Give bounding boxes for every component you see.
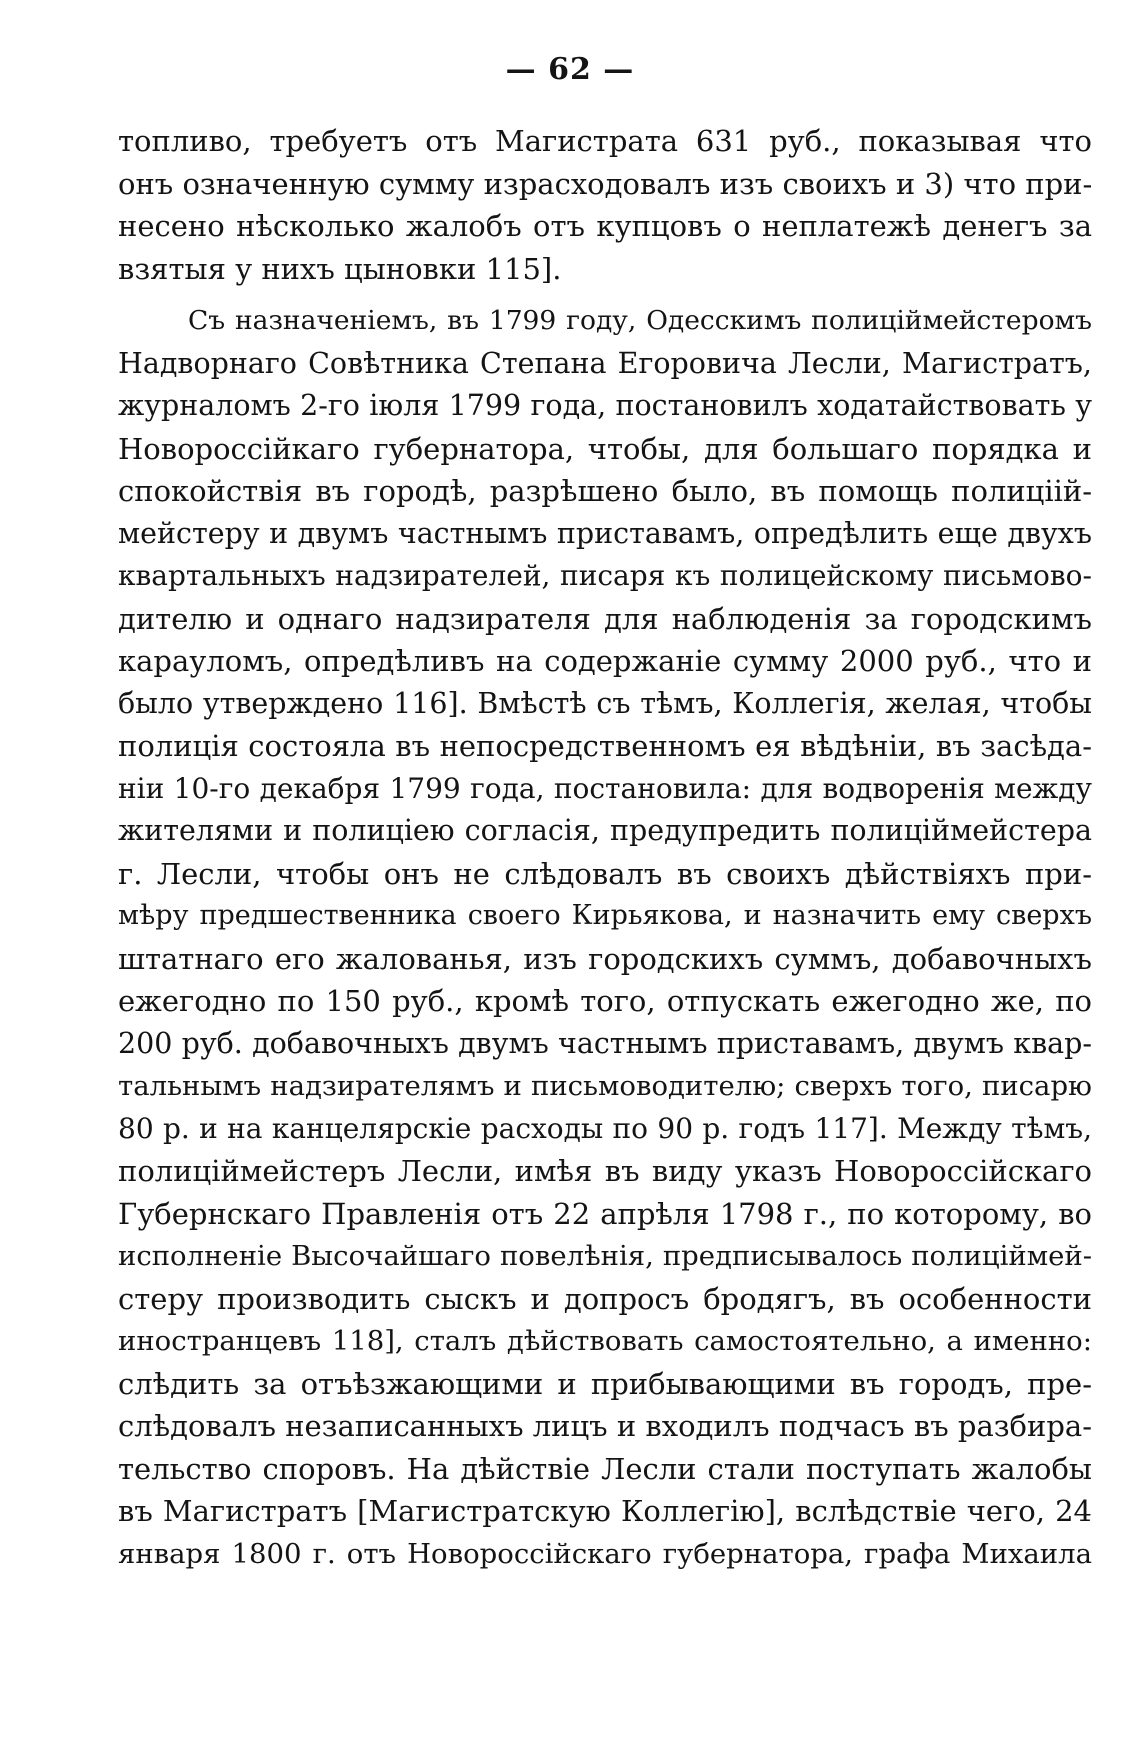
text-line: слѣдить за отъѣзжающими и прибывающими въ городъ, пре- xyxy=(118,1366,1092,1401)
text-line: тельство споровъ. На дѣйствіе Лесли стали поступать жалобы xyxy=(118,1451,1092,1486)
text-line: 80 р. и на канцелярскіе расходы по 90 р. годъ 117]. Между тѣмъ, xyxy=(118,1111,1092,1145)
text-line: штатнаго его жалованья, изъ городскихъ суммъ, добавочныхъ xyxy=(118,941,1092,976)
text-line: Съ назначеніемъ, въ 1799 году, Одесскимъ полиціймейстеромъ xyxy=(188,305,1092,336)
page-number: — 62 — xyxy=(505,52,635,87)
text-line: исполненіе Высочайшаго повелѣнія, предписывалось полиціймей- xyxy=(118,1240,1092,1272)
text-line: топливо, требуетъ отъ Магистрата 631 руб., показывая что xyxy=(118,124,1092,158)
text-line: было утверждено 116]. Вмѣстѣ съ тѣмъ, Коллегія, желая, чтобы xyxy=(118,686,1092,720)
text-line: Новороссійкаго губернатора, чтобы, для большаго порядка и xyxy=(118,431,1092,466)
text-line: г. Лесли, чтобы онъ не слѣдовалъ въ своихъ дѣйствіяхъ при- xyxy=(118,856,1092,891)
paragraph xyxy=(118,300,1092,1575)
text-line: мейстеру и двумъ частнымъ приставамъ, опредѣлить еще двухъ xyxy=(118,516,1092,550)
text-line: Губернскаго Правленія отъ 22 апрѣля 1798 г., по которому, во xyxy=(118,1196,1092,1231)
text-line: иностранцевъ 118], сталъ дѣйствовать самостоятельно, а именно: xyxy=(118,1325,1092,1357)
text-line: несено нѣсколько жалобъ отъ купцовъ о неплатежѣ денегъ за xyxy=(118,209,1092,243)
text-line: полиція состояла въ непосредственномъ ея вѣдѣніи, въ засѣда- xyxy=(118,729,1092,763)
text-line: слѣдовалъ незаписанныхъ лицъ и входилъ подчасъ въ разбира- xyxy=(118,1409,1092,1443)
text-line: жителями и полиціею согласія, предупредить полиціймейстера xyxy=(118,814,1092,847)
text-line: журналомъ 2-го іюля 1799 года, постановилъ ходатайствовать у xyxy=(118,389,1092,422)
text-line: мѣру предшественника своего Кирьякова, и назначить ему сверхъ xyxy=(118,900,1092,931)
text-line: 200 руб. добавочныхъ двумъ частнымъ приставамъ, двумъ квар- xyxy=(118,1026,1092,1060)
text-line: полиціймейстеръ Лесли, имѣя въ виду указъ Новороссійскаго xyxy=(118,1154,1092,1188)
text-line: въ Магистратъ [Магистратскую Коллегію], вслѣдствіе чего, 24 xyxy=(118,1494,1092,1528)
text-line: карауломъ, опредѣливъ на содержаніе сумму 2000 руб., что и xyxy=(118,644,1092,678)
text-line: января 1800 г. отъ Новороссійскаго губернатора, графа Михаила xyxy=(118,1537,1092,1570)
text-line: тальнымъ надзирателямъ и письмоводителю; сверхъ того, писарю xyxy=(118,1070,1092,1102)
text-line: Надворнаго Совѣтника Степана Егоровича Лесли, Магистратъ, xyxy=(118,346,1092,380)
body-text xyxy=(118,120,1092,1575)
text-line: дителю и однаго надзирателя для наблюденія за городскимъ xyxy=(118,601,1092,636)
text-line: квартальныхъ надзирателей, писаря къ полицейскому письмово- xyxy=(118,559,1092,592)
text-line: спокойствія въ городѣ, разрѣшено было, въ помощь полиціій- xyxy=(118,474,1092,508)
paragraph xyxy=(118,120,1092,290)
text-line: стеру производить сыскъ и допросъ бродягъ, въ особенности xyxy=(118,1281,1092,1316)
text-line: взятыя у нихъ цыновки 115]. xyxy=(118,251,562,286)
text-line: ежегодно по 150 руб., кромѣ того, отпускать ежегодно же, по xyxy=(118,984,1092,1018)
text-line: ніи 10-го декабря 1799 года, постановила: для водворенія между xyxy=(118,771,1092,805)
text-line: онъ означенную сумму израсходовалъ изъ своихъ и 3) что при- xyxy=(118,166,1092,201)
